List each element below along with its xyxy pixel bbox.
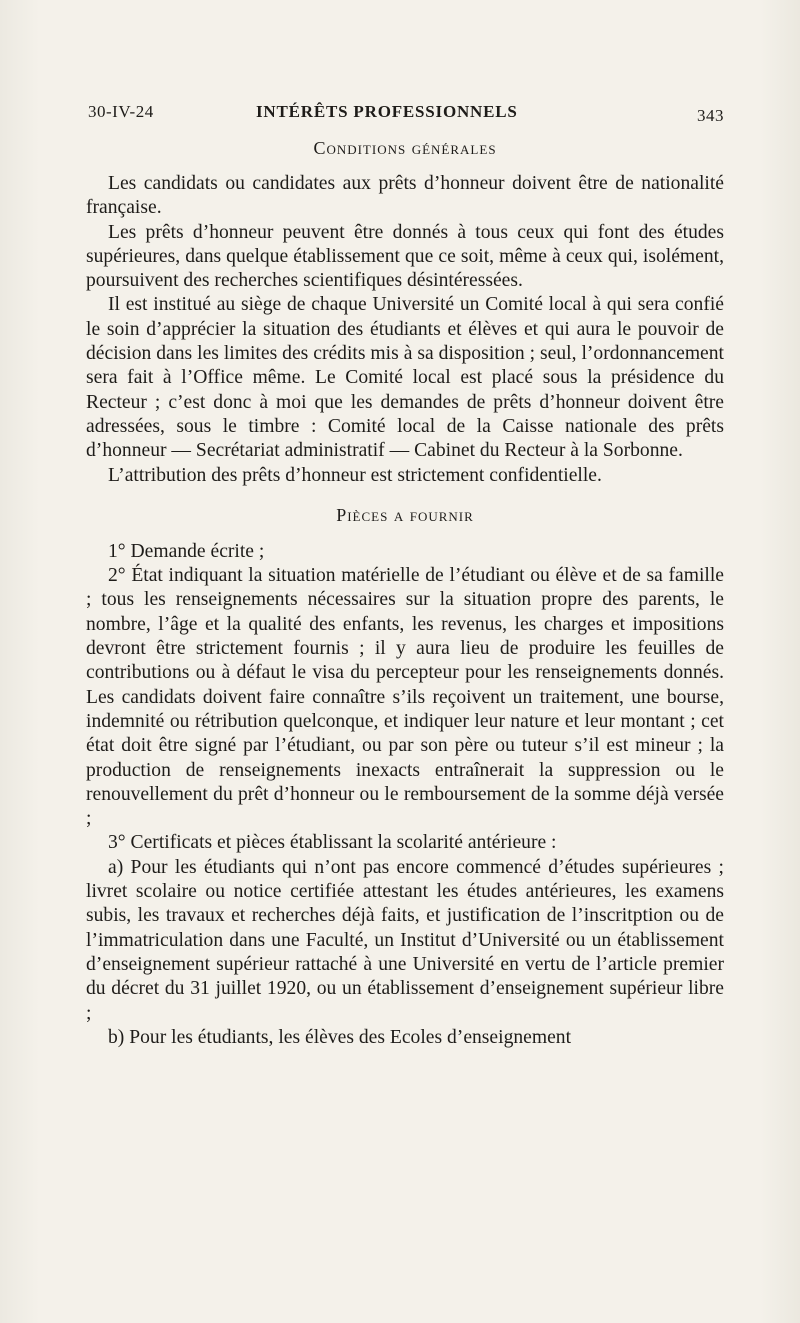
paragraph: L’attribution des prêts d’honneur est strictement confidentielle. [108, 464, 602, 486]
section-title-conditions: Conditions générales [313, 138, 497, 158]
list-item: a) Pour les étudiants qui n’ont pas encore commencé d’études supérieures ; livret scolaire ou notice certifiée attestant les études antérieures, les examens subis, les travaux et recherches déjà faits, et justification de l’inscritption ou de l’immatriculation dans une Faculté, un Institut d’Université ou un établissement d’enseignement supérieur rattaché à une Université en vertu de l’article premier du décret du 31 juillet 1920, ou un établissement d’enseignement supérieur libre ; [86, 856, 724, 1024]
text-block [86, 96, 724, 1050]
paragraph: Les prêts d’honneur peuvent être donnés à tous ceux qui font des études supérieures, dans quelque établissement que ce soit, même à ceux qui, isolément, poursuivent des recherches scientifiques désintéressées. [86, 221, 724, 292]
page-number: 343 [697, 106, 724, 125]
list-item: 3° Certificats et pièces établissant la scolarité antérieure : [108, 832, 557, 854]
header-date: 30-IV-24 [88, 102, 154, 121]
paragraph: Il est institué au siège de chaque Université un Comité local à qui sera confié le soin d’apprécier la situation des étudiants et élèves et qui aura le pouvoir de décision dans les limites des crédits mis à sa disposition ; seul, l’ordonnancement sera fait à l’Office même. Le Comité local est placé sous la présidence du Recteur ; c’est donc à moi que les demandes de prêts d’honneur doivent être adressées, sous le timbre : Comité local de la Caisse nationale des prêts d’honneur — Secrétariat administratif — Cabinet du Recteur à la Sorbonne. [86, 294, 724, 462]
header-title: INTÉRÊTS PROFESSIONNELS [256, 102, 518, 121]
running-head [86, 96, 724, 132]
list-item: b) Pour les étudiants, les élèves des Ecoles d’enseignement [108, 1026, 572, 1048]
paragraph: Les candidats ou candidates aux prêts d’honneur doivent être de nationalité française. [86, 173, 724, 219]
list-item: 1° Demande écrite ; [108, 540, 265, 562]
list-item: 2° État indiquant la situation matérielle de l’étudiant ou élève et de sa famille ; tous les renseignements nécessaires sur la situation propre des parents, le nombre, l’âge et la qualité des enfants, les revenus, les charges et impositions devront être strictement fournis ; il y aura lieu de produire les feuilles de contributions ou à défaut le visa du percepteur pour les renseignements donnés. Les candidats doivent faire connaître s’ils reçoivent un traitement, une bourse, indemnité ou rétribution quelconque, et indiquer leur nature et leur montant ; cet état doit être signé par l’étudiant, ou par son père ou tuteur s’il est mineur ; la production de renseignements inexacts entraînerait la suppression ou le renouvellement du prêt d’honneur ou le remboursement de la somme déjà versée ; [86, 565, 724, 830]
section-title-pieces: Pièces a fournir [336, 504, 474, 525]
